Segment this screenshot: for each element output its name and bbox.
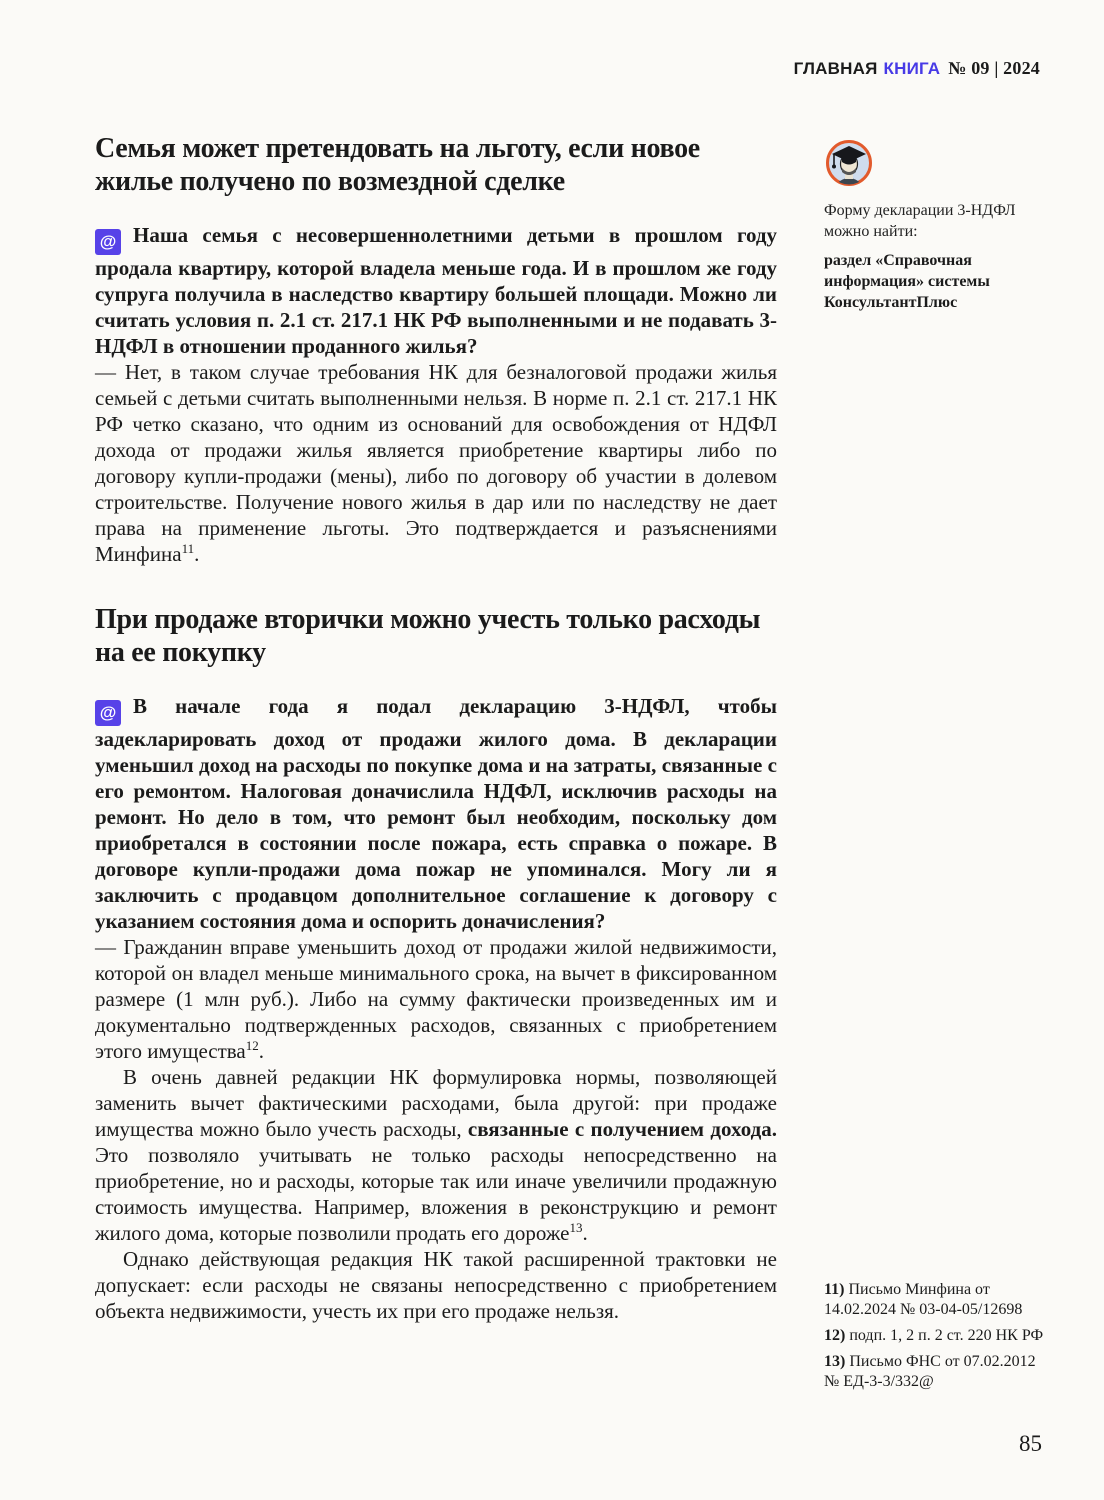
- answer-paragraph: В очень давней редакции НК формулировка нормы, позволяющей заменить вычет фактическими расходами, была другой: при продаже имущества можно было учесть расходы, связанные с получением дохода. Это позволяло учитывать не только расходы непосредственно на приобретение, но и расходы, которые так или иначе увеличили продажную стоимость имущества. Например, вложения в реконструкцию и ремонт жилого дома, которые позволили продать его дороже$^{13}$.: [95, 1065, 777, 1245]
- article-section-1: [95, 132, 777, 567]
- footnote-text: Письмо ФНС от 07.02.2012 № ЕД-3-3/332@: [824, 1353, 1036, 1390]
- footnote-11: [824, 1280, 1050, 1320]
- note-intro-text: Форму декларации 3-НДФЛ можно найти:: [824, 202, 1016, 240]
- brand-name-primary: ГЛАВНАЯ: [793, 59, 878, 78]
- footnote-12: [824, 1326, 1050, 1346]
- footnote-13: [824, 1352, 1050, 1392]
- issue-number: № 09 | 2024: [948, 58, 1040, 78]
- reader-question: [95, 222, 777, 359]
- section-title: Семья может претендовать на льготу, если новое жилье получено по возмездной сделке: [95, 133, 700, 197]
- reader-question: [95, 693, 777, 934]
- scholar-icon: [824, 138, 1024, 194]
- footnote-text: Письмо Минфина от 14.02.2024 № 03-04-05/12698: [824, 1281, 1023, 1318]
- page-number: 85: [1019, 1431, 1042, 1456]
- note-reference-text: раздел «Справочная информация» системы КонсультантПлюс: [824, 252, 990, 311]
- question-text: В начале года я подал декларацию 3-НДФЛ, чтобы задекларировать доход от продажи жилого дома. В декларации уменьшил доход на расходы по покупке дома и на затраты, связанные с его ремонтом. Налоговая доначислила НДФЛ, исключив расходы на ремонт. Но дело в том, что ремонт был необходим, поскольку дом приобретался в состоянии после пожара, есть справка о пожаре. В договоре купли-продажи дома пожар не упоминался. Могу ли я заключить с продавцом дополнительное соглашение к договору с указанием состояния дома и оспорить доначисления?: [95, 694, 777, 933]
- article-column: [95, 132, 777, 1324]
- answer-paragraph: — Гражданин вправе уменьшить доход от продажи жилой недвижимости, которой он владел меньше минимального срока, на вычет в фиксированном размере (1 млн руб.). Либо на сумму фактически произведенных им и документально подтвержденных расходов, связанных с приобретением этого имущества$^{12}$.: [95, 935, 777, 1063]
- footnote-number: 11): [824, 1281, 845, 1298]
- footnote-number: 12): [824, 1327, 846, 1344]
- at-icon: @: [95, 700, 121, 726]
- answer-paragraph: — Нет, в таком случае требования НК для безналоговой продажи жилья семьей с детьми считать выполненными нельзя. В норме п. 2.1 ст. 217.1 НК РФ четко сказано, что одним из оснований для освобождения от НДФЛ дохода от продажи жилья является приобретение квартиры либо по договору купли-продажи (мены), либо по договору об участии в долевом строительстве. Получение нового жилья в дар или по наследству не дает права на применение льготы. Это подтверждается и разъяснениями Минфина$^{11}$.: [95, 360, 777, 566]
- answer-paragraph: Однако действующая редакция НК такой расширенной трактовки не допускает: если расходы не связаны непосредственно с приобретением объекта недвижимости, учесть их при его продаже нельзя.: [95, 1247, 777, 1323]
- article-section-2: [95, 603, 777, 1324]
- running-head: [794, 58, 1040, 79]
- section-title: При продаже вторички можно учесть только расходы на ее покупку: [95, 604, 761, 668]
- question-text: Наша семья с несовершеннолетними детьми в прошлом году продала квартиру, которой владела меньше года. И в прошлом же году супруга получила в наследство квартиру большей площади. Можно ли считать условия п. 2.1 ст. 217.1 НК РФ выполненными и не подавать 3-НДФЛ в отношении проданного жилья?: [95, 223, 777, 358]
- sidebar-note: [824, 138, 1024, 313]
- footnotes-block: [824, 1280, 1050, 1398]
- at-icon: @: [95, 229, 121, 255]
- brand-name-accent: КНИГА: [883, 59, 941, 78]
- footnote-number: 13): [824, 1353, 846, 1370]
- footnote-text: подп. 1, 2 п. 2 ст. 220 НК РФ: [849, 1327, 1044, 1344]
